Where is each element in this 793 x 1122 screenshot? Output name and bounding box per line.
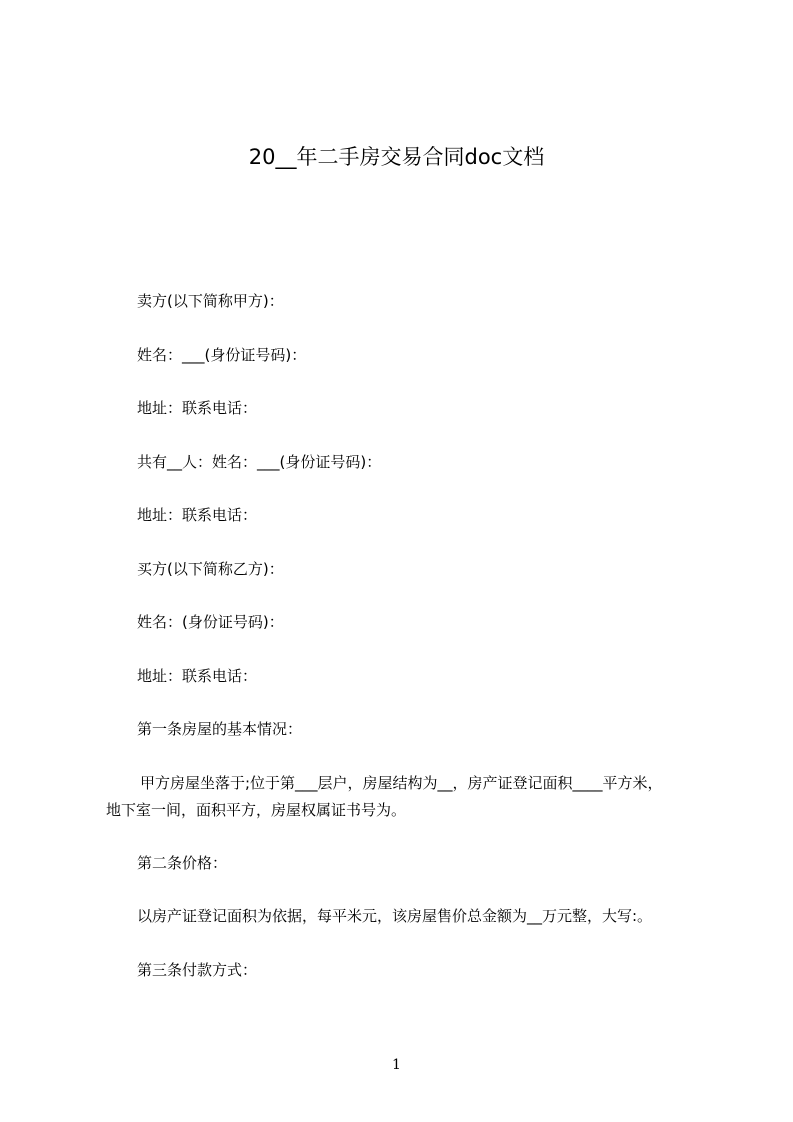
article3-heading: 第三条付款方式： <box>137 961 258 979</box>
co-owner-address-line: 地址：联系电话： <box>137 506 258 524</box>
article2-paragraph: 以房产证登记面积为依据，每平米元，该房屋售价总金额为__万元整，大写:。 <box>137 907 653 925</box>
article1-paragraph-line1: 甲方房屋坐落于;位于第___层户，房屋结构为__，房产证登记面积____平方米， <box>140 774 663 792</box>
seller-name-line: 姓名：___(身份证号码)： <box>137 346 307 364</box>
article1-heading: 第一条房屋的基本情况： <box>137 720 303 738</box>
article2-heading: 第二条价格： <box>137 854 228 872</box>
seller-heading: 卖方(以下简称甲方)： <box>137 292 284 310</box>
buyer-address-line: 地址：联系电话： <box>137 667 258 685</box>
page-number: 1 <box>392 1057 401 1073</box>
seller-address-line: 地址：联系电话： <box>137 399 258 417</box>
co-owner-line: 共有__人：姓名：___(身份证号码)： <box>137 453 382 471</box>
buyer-heading: 买方(以下简称乙方)： <box>137 560 284 578</box>
buyer-name-line: 姓名：(身份证号码)： <box>137 613 284 631</box>
document-title: 20__年二手房交易合同doc文档 <box>248 145 545 169</box>
article1-paragraph-line2: 地下室一间，面积平方，房屋权属证书号为。 <box>106 801 407 819</box>
